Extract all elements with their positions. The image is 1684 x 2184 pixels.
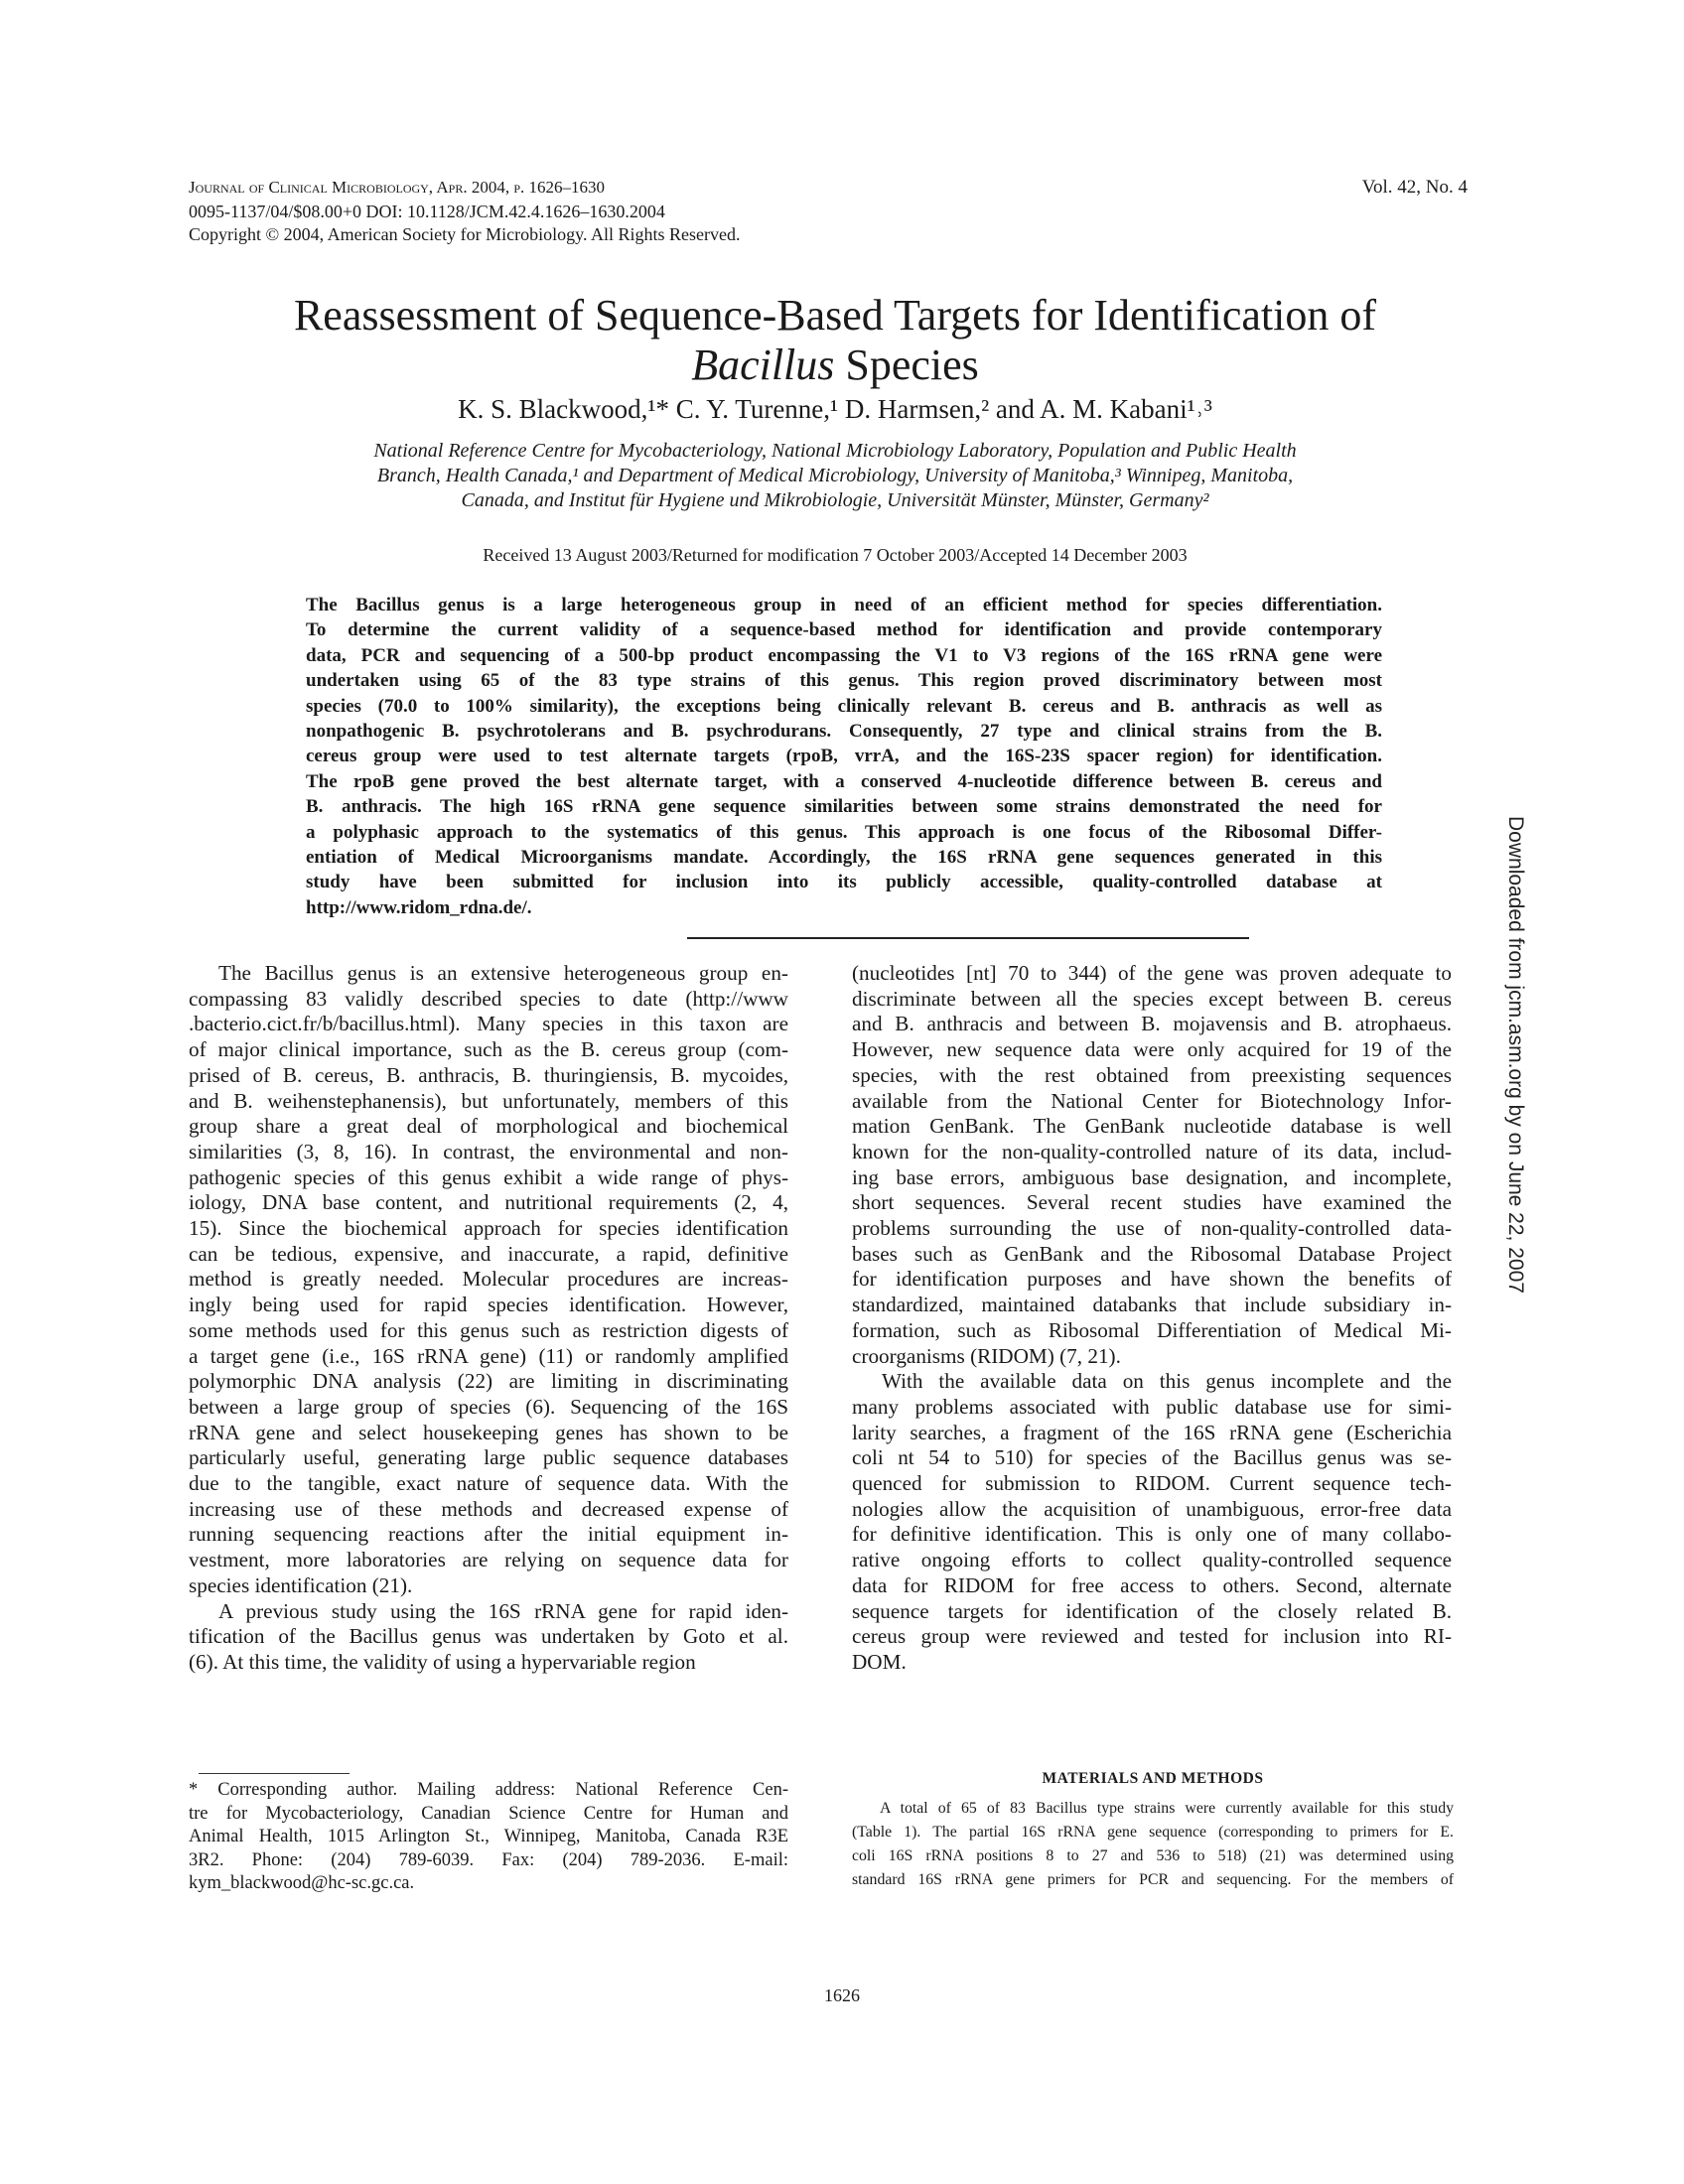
body-line: similarities (3, 8, 16). In contrast, the environmental and non- xyxy=(189,1139,788,1163)
title-line-1: Reassessment of Sequence-Based Targets for Identification of xyxy=(293,291,1377,340)
title-line-2-rest: Species xyxy=(834,341,979,389)
body-line: pathogenic species of this genus exhibit a wide range of phys- xyxy=(189,1164,788,1189)
body-line: standardized, maintained databanks that include subsidiary in- xyxy=(852,1293,1452,1317)
body-line: vestment, more laboratories are relying on sequence data for xyxy=(189,1548,788,1572)
affiliation-line: Branch, Health Canada,¹ and Department of Medical Microbiology, University of Manitoba,³ Winnipeg, Manitoba, xyxy=(376,465,1294,486)
body-line: ingly being used for rapid species identification. However, xyxy=(189,1293,788,1317)
body-line: running sequencing reactions after the initial equipment in- xyxy=(189,1522,788,1547)
body-line: polymorphic DNA analysis (22) are limiting in discriminating xyxy=(189,1369,788,1394)
body-line: compassing 83 validly described species to date (http://www xyxy=(189,986,788,1011)
copyright-line: Copyright © 2004, American Society for Microbiology. All Rights Reserved. xyxy=(189,224,741,244)
affiliation-line: Canada, and Institut für Hygiene und Mikrobiologie, Universität Münster, Münster, Germany² xyxy=(461,489,1209,511)
body-line: a target gene (i.e., 16S rRNA gene) (11) or randomly amplified xyxy=(189,1343,788,1368)
body-line: increasing use of these methods and decreased expense of xyxy=(189,1496,788,1521)
abstract-line: a polyphasic approach to the systematics of this genus. This approach is one focus of the Ribosomal Differ- xyxy=(306,821,1382,843)
abstract-line: undertaken using 65 of the 83 type strains of this genus. This region proved discriminatory between most xyxy=(306,670,1382,692)
body-line: (6). At this time, the validity of using a hypervariable region xyxy=(189,1649,696,1674)
body-line: many problems associated with public database use for simi- xyxy=(852,1394,1452,1419)
body-line: short sequences. Several recent studies have examined the xyxy=(852,1190,1452,1215)
body-line: coli nt 54 to 510) for species of the Bacillus genus was se- xyxy=(852,1445,1452,1470)
body-line: larity searches, a fragment of the 16S rRNA gene (Escherichia xyxy=(852,1420,1452,1444)
body-line: group share a great deal of morphological and biochemical xyxy=(189,1114,788,1139)
footnote-line: Animal Health, 1015 Arlington St., Winnipeg, Manitoba, Canada R3E xyxy=(189,1827,788,1846)
journal-citation: Journal of Clinical Microbiology, Apr. 2004, p. 1626–1630 xyxy=(189,178,606,197)
body-line: and B. weihenstephanensis), but unfortunately, members of this xyxy=(189,1088,788,1113)
methods-line: coli 16S rRNA positions 8 to 27 and 536 to 518) (21) was determined using xyxy=(852,1847,1454,1864)
body-line: bases such as GenBank and the Ribosomal Database Project xyxy=(852,1241,1452,1266)
author-list: K. S. Blackwood,¹* C. Y. Turenne,¹ D. Harmsen,² and A. M. Kabani¹˒³ xyxy=(458,394,1212,424)
body-line: However, new sequence data were only acquired for 19 of the xyxy=(852,1037,1452,1062)
download-watermark-text: Downloaded from jcm.asm.org by on June 22, 2007 xyxy=(1504,816,1527,1294)
body-line: and B. anthracis and between B. mojavensis and B. atrophaeus. xyxy=(852,1012,1452,1036)
abstract-line: To determine the current validity of a sequence-based method for identification and provide contemporary xyxy=(306,619,1382,641)
body-line: between a large group of species (6). Sequencing of the 16S xyxy=(189,1394,788,1419)
body-line: problems surrounding the use of non-quality-controlled data- xyxy=(852,1216,1452,1241)
body-line: A previous study using the 16S rRNA gene for rapid iden- xyxy=(218,1598,788,1623)
footnote-line: tre for Mycobacteriology, Canadian Science Centre for Human and xyxy=(189,1803,788,1824)
issn-doi: 0095-1137/04/$08.00+0 DOI: 10.1128/JCM.42.4.1626–1630.2004 xyxy=(189,202,665,221)
methods-line: (Table 1). The partial 16S rRNA gene sequence (corresponding to primers for E. xyxy=(852,1824,1454,1841)
body-line: ing base errors, ambiguous base designation, and incomplete, xyxy=(852,1164,1452,1189)
footnote-line: 3R2. Phone: (204) 789-6039. Fax: (204) 789-2036. E-mail: xyxy=(189,1849,788,1870)
body-line: for definitive identification. This is only one of many collabo- xyxy=(852,1522,1452,1547)
body-line: prised of B. cereus, B. anthracis, B. thuringiensis, B. mycoides, xyxy=(189,1062,788,1087)
abstract-line: nonpathogenic B. psychrotolerans and B. psychrodurans. Consequently, 27 type and clinical strains from the B. xyxy=(306,721,1382,743)
title-line-2 xyxy=(189,341,1481,390)
body-line: tification of the Bacillus genus was undertaken by Goto et al. xyxy=(189,1624,788,1649)
download-watermark xyxy=(1503,816,1527,1294)
affiliation-line: National Reference Centre for Mycobacteriology, National Microbiology Laboratory, Population and Public Health xyxy=(373,440,1297,462)
materials-methods-text xyxy=(852,1797,1454,1892)
article-title xyxy=(189,291,1481,390)
body-line: for identification purposes and have shown the benefits of xyxy=(852,1267,1452,1292)
body-line: The Bacillus genus is an extensive heterogeneous group en- xyxy=(218,961,788,985)
section-heading-materials-methods: MATERIALS AND METHODS xyxy=(1042,1770,1264,1787)
body-line: can be tedious, expensive, and inaccurate, a rapid, definitive xyxy=(189,1241,788,1266)
body-line: mation GenBank. The GenBank nucleotide database is well xyxy=(852,1114,1452,1139)
body-line: data for RIDOM for free access to others. Second, alternate xyxy=(852,1572,1452,1597)
abstract-divider xyxy=(687,937,1249,939)
abstract-line: B. anthracis. The high 16S rRNA gene sequence similarities between some strains demonstrated the need for xyxy=(306,796,1382,818)
body-line: .bacterio.cict.fr/b/bacillus.html). Many species in this taxon are xyxy=(189,1012,788,1036)
footnote-line: * Corresponding author. Mailing address: National Reference Cen- xyxy=(189,1780,788,1800)
methods-line: standard 16S rRNA gene primers for PCR and sequencing. For the members of xyxy=(852,1871,1454,1888)
body-line: rative ongoing efforts to collect quality-controlled sequence xyxy=(852,1548,1452,1572)
body-line: quenced for submission to RIDOM. Current sequence tech- xyxy=(852,1471,1452,1496)
title-genus: Bacillus xyxy=(691,341,835,389)
abstract xyxy=(306,593,1382,920)
abstract-line: cereus group were used to test alternate targets (rpoB, vrrA, and the 16S-23S spacer region) for identification. xyxy=(306,746,1382,767)
abstract-line: data, PCR and sequencing of a 500-bp product encompassing the V1 to V3 regions of the 16S rRNA gene were xyxy=(306,644,1382,666)
body-line: due to the tangible, exact nature of sequence data. With the xyxy=(189,1471,788,1496)
body-line: rRNA gene and select housekeeping genes has shown to be xyxy=(189,1420,788,1444)
body-line: sequence targets for identification of the closely related B. xyxy=(852,1598,1452,1623)
body-column-right xyxy=(852,961,1452,1676)
corresponding-author-footnote xyxy=(189,1779,788,1896)
body-line: (nucleotides [nt] 70 to 344) of the gene was proven adequate to xyxy=(852,961,1452,985)
body-line: discriminate between all the species except between B. cereus xyxy=(852,986,1452,1011)
body-line: DOM. xyxy=(852,1649,907,1674)
body-line: available from the National Center for Biotechnology Infor- xyxy=(852,1088,1452,1113)
abstract-line: species (70.0 to 100% similarity), the exceptions being clinically relevant B. cereus and B. anthracis as well as xyxy=(306,695,1382,717)
affiliations xyxy=(248,439,1422,513)
body-line: some methods used for this genus such as restriction digests of xyxy=(189,1317,788,1342)
body-line: particularly useful, generating large public sequence databases xyxy=(189,1445,788,1470)
abstract-line: The rpoB gene proved the best alternate target, with a conserved 4-nucleotide difference between B. cereus and xyxy=(306,770,1382,792)
body-line: species, with the rest obtained from preexisting sequences xyxy=(852,1062,1452,1087)
footnote-line: kym_blackwood@hc-sc.gc.ca. xyxy=(189,1873,415,1893)
body-column-left xyxy=(189,961,788,1676)
body-line: of major clinical importance, such as the B. cereus group (com- xyxy=(189,1037,788,1062)
body-line: formation, such as Ribosomal Differentiation of Medical Mi- xyxy=(852,1317,1452,1342)
body-line: method is greatly needed. Molecular procedures are increas- xyxy=(189,1267,788,1292)
abstract-line: http://www.ridom_rdna.de/. xyxy=(306,896,532,918)
received-dates: Received 13 August 2003/Returned for modification 7 October 2003/Accepted 14 December 2003 xyxy=(483,545,1188,565)
body-line: known for the non-quality-controlled nature of its data, includ- xyxy=(852,1139,1452,1163)
body-line: croorganisms (RIDOM) (7, 21). xyxy=(852,1343,1121,1368)
abstract-line: The Bacillus genus is a large heterogeneous group in need of an efficient method for species differentiation. xyxy=(306,595,1382,615)
body-line: species identification (21). xyxy=(189,1572,413,1597)
footnote-divider xyxy=(199,1773,350,1774)
body-line: nologies allow the acquisition of unambiguous, error-free data xyxy=(852,1496,1452,1521)
body-line: With the available data on this genus incomplete and the xyxy=(882,1369,1452,1394)
page-number: 1626 xyxy=(824,1985,860,2005)
body-line: cereus group were reviewed and tested for inclusion into RI- xyxy=(852,1624,1452,1649)
abstract-line: entiation of Medical Microorganisms mandate. Accordingly, the 16S rRNA gene sequences generated in this xyxy=(306,847,1382,869)
methods-line: A total of 65 of 83 Bacillus type strains were currently available for this study xyxy=(880,1800,1454,1817)
abstract-line: study have been submitted for inclusion into its publicly accessible, quality-controlled database at xyxy=(306,872,1382,893)
body-line: iology, DNA base content, and nutritional requirements (2, 4, xyxy=(189,1190,788,1215)
body-line: 15). Since the biochemical approach for species identification xyxy=(189,1216,788,1241)
volume-issue: Vol. 42, No. 4 xyxy=(1361,177,1468,198)
